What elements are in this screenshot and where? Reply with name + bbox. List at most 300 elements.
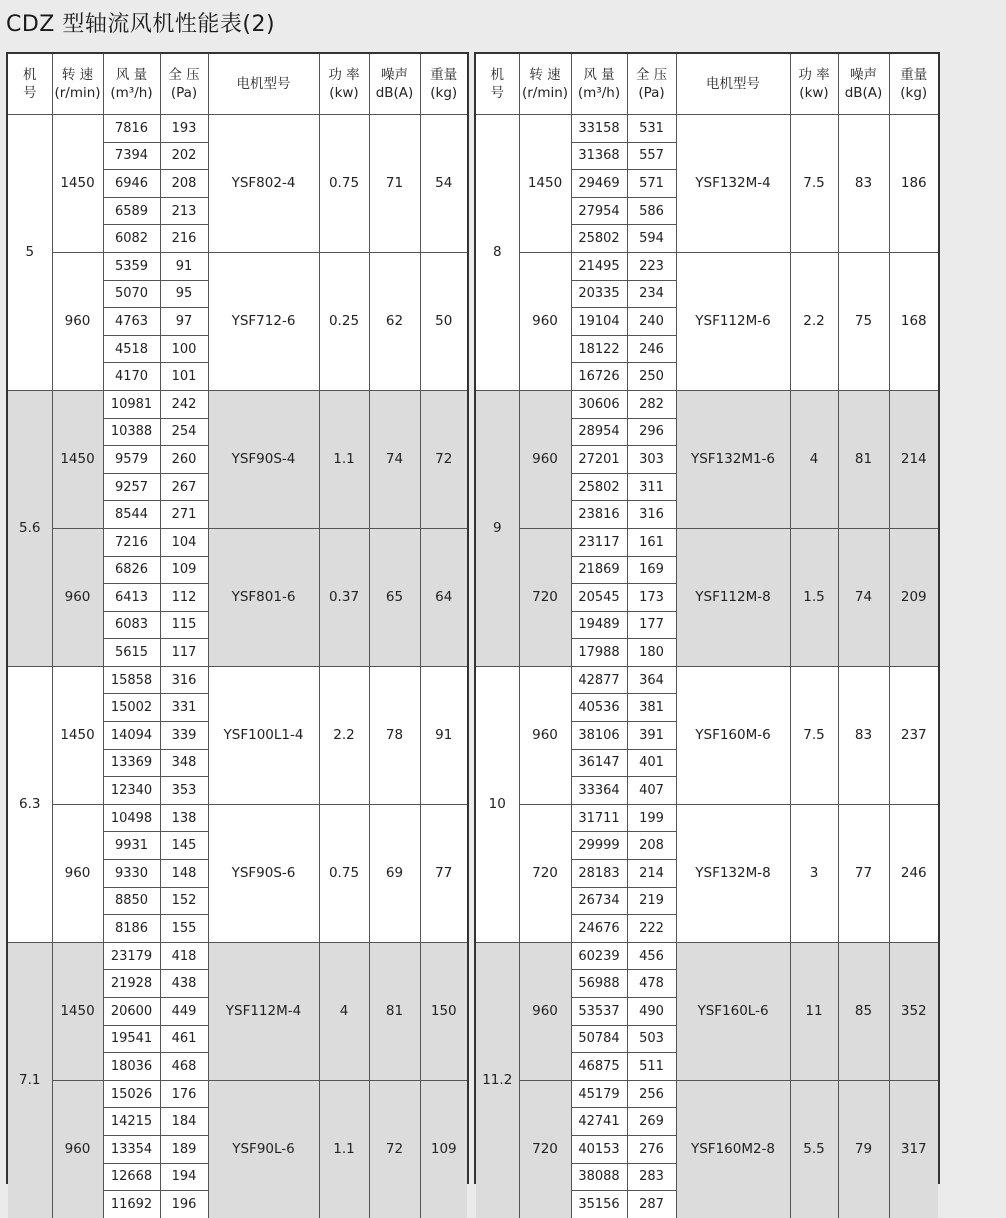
airflow-cell: 6826 [103,556,160,584]
header-no-line: 号 [23,85,37,101]
pressure-cell: 115 [160,611,208,639]
airflow-cell: 60239 [571,942,627,970]
performance-table-left [6,52,469,1212]
table-row [476,252,938,280]
pressure-cell: 216 [160,225,208,253]
airflow-cell: 29999 [571,832,627,860]
airflow-cell: 23117 [571,528,627,556]
power-cell: 4 [790,390,838,528]
airflow-cell: 31711 [571,804,627,832]
noise-cell: 65 [369,528,420,666]
airflow-cell: 33364 [571,777,627,805]
speed-cell: 1450 [519,115,571,253]
power-cell: 1.5 [790,528,838,666]
power-cell: 5.5 [790,1080,838,1217]
airflow-cell: 23179 [103,942,160,970]
power-cell: 2.2 [790,252,838,390]
weight-cell: 317 [889,1080,938,1217]
header-noise [838,54,889,115]
header-noise-line: dB(A) [375,85,414,101]
noise-cell: 75 [838,252,889,390]
noise-cell: 77 [838,804,889,942]
table-row [8,942,467,970]
header-noise [369,54,420,115]
pressure-cell: 407 [627,777,676,805]
airflow-cell: 38106 [571,722,627,750]
pressure-cell: 296 [627,418,676,446]
airflow-cell: 9257 [103,473,160,501]
header-motor [208,54,319,115]
header-weight-line: (kg) [430,85,458,101]
speed-cell: 1450 [52,942,103,1080]
header-flow-line: 风 量 [583,67,615,83]
pressure-cell: 176 [160,1080,208,1108]
airflow-cell: 10981 [103,390,160,418]
table-row [476,390,938,418]
pressure-cell: 234 [627,280,676,308]
pressure-cell: 246 [627,335,676,363]
header-power [790,54,838,115]
speed-cell: 720 [519,804,571,942]
pressure-cell: 256 [627,1080,676,1108]
noise-cell: 81 [838,390,889,528]
table-row [476,666,938,694]
pressure-cell: 276 [627,1135,676,1163]
noise-cell: 74 [838,528,889,666]
pressure-cell: 100 [160,335,208,363]
pressure-cell: 97 [160,308,208,336]
table-row [8,1080,467,1108]
motor-model-cell: YSF802-4 [208,115,319,253]
motor-model-cell: YSF160M-6 [676,666,790,804]
airflow-cell: 27954 [571,197,627,225]
speed-cell: 960 [52,804,103,942]
header-noise-line: 噪声 [850,67,877,83]
airflow-cell: 28954 [571,418,627,446]
noise-cell: 83 [838,115,889,253]
header-pressure-line: (Pa) [170,85,198,101]
pressure-cell: 401 [627,749,676,777]
pressure-cell: 117 [160,639,208,667]
airflow-cell: 10498 [103,804,160,832]
table-row [8,390,467,418]
pressure-cell: 478 [627,970,676,998]
airflow-cell: 30606 [571,390,627,418]
header-weight-line: 重量 [430,67,458,83]
pressure-cell: 138 [160,804,208,832]
pressure-cell: 456 [627,942,676,970]
header-weight-line: 重量 [900,67,928,83]
noise-cell: 62 [369,252,420,390]
airflow-cell: 42741 [571,1108,627,1136]
header-speed-line: 转 速 [61,67,94,83]
noise-cell: 81 [369,942,420,1080]
power-cell: 4 [319,942,369,1080]
airflow-cell: 13354 [103,1135,160,1163]
pressure-cell: 196 [160,1191,208,1218]
airflow-cell: 40536 [571,694,627,722]
table-row [476,115,938,143]
airflow-cell: 15002 [103,694,160,722]
pressure-cell: 571 [627,170,676,198]
motor-model-cell: YSF712-6 [208,252,319,390]
airflow-cell: 46875 [571,1053,627,1081]
noise-cell: 79 [838,1080,889,1217]
header-pressure-line: (Pa) [638,85,665,101]
pressure-cell: 283 [627,1163,676,1191]
airflow-cell: 33158 [571,115,627,143]
speed-cell: 960 [52,252,103,390]
airflow-cell: 14215 [103,1108,160,1136]
airflow-cell: 12340 [103,777,160,805]
machine-no-cell: 7.1 [8,942,52,1217]
airflow-cell: 21928 [103,970,160,998]
motor-model-cell: YSF112M-6 [676,252,790,390]
motor-model-cell: YSF90S-4 [208,390,319,528]
pressure-cell: 503 [627,1025,676,1053]
page-title: CDZ 型轴流风机性能表(2) [6,12,276,37]
airflow-cell: 19489 [571,611,627,639]
weight-cell: 109 [420,1080,467,1217]
airflow-cell: 21869 [571,556,627,584]
header-pressure-line: 全 压 [635,67,668,83]
pressure-cell: 418 [160,942,208,970]
header-no [476,54,519,115]
power-cell: 0.37 [319,528,369,666]
pressure-cell: 461 [160,1025,208,1053]
airflow-cell: 23816 [571,501,627,529]
airflow-cell: 11692 [103,1191,160,1218]
airflow-cell: 19541 [103,1025,160,1053]
header-motor [676,54,790,115]
pressure-cell: 173 [627,584,676,612]
header-power-line: 功 率 [798,67,830,83]
pressure-cell: 271 [160,501,208,529]
pressure-cell: 152 [160,887,208,915]
weight-cell: 54 [420,115,467,253]
pressure-cell: 531 [627,115,676,143]
motor-model-cell: YSF160M2-8 [676,1080,790,1217]
airflow-cell: 38088 [571,1163,627,1191]
pressure-cell: 242 [160,390,208,418]
table-row [476,804,938,832]
header-motor-line: 电机型号 [706,76,760,92]
speed-cell: 960 [519,666,571,804]
noise-cell: 72 [369,1080,420,1217]
header-speed [52,54,103,115]
weight-cell: 186 [889,115,938,253]
pressure-cell: 109 [160,556,208,584]
pressure-cell: 438 [160,970,208,998]
pressure-cell: 193 [160,115,208,143]
speed-cell: 960 [52,1080,103,1217]
airflow-cell: 40153 [571,1135,627,1163]
pressure-cell: 331 [160,694,208,722]
pressure-cell: 208 [160,170,208,198]
header-no [8,54,52,115]
table-row [476,942,938,970]
airflow-cell: 7394 [103,142,160,170]
header-pressure [627,54,676,115]
header-power-line: (kw) [799,85,829,101]
noise-cell: 83 [838,666,889,804]
power-cell: 7.5 [790,666,838,804]
motor-model-cell: YSF132M1-6 [676,390,790,528]
airflow-cell: 14094 [103,722,160,750]
pressure-cell: 222 [627,915,676,943]
speed-cell: 960 [519,252,571,390]
pressure-cell: 260 [160,446,208,474]
pressure-cell: 112 [160,584,208,612]
speed-cell: 1450 [52,666,103,804]
header-flow-line: (m³/h) [577,85,621,101]
airflow-cell: 6946 [103,170,160,198]
power-cell: 7.5 [790,115,838,253]
noise-cell: 85 [838,942,889,1080]
airflow-cell: 29469 [571,170,627,198]
weight-cell: 150 [420,942,467,1080]
speed-cell: 1450 [52,115,103,253]
pressure-cell: 223 [627,252,676,280]
pressure-cell: 490 [627,998,676,1026]
airflow-cell: 27201 [571,446,627,474]
airflow-cell: 4763 [103,308,160,336]
pressure-cell: 101 [160,363,208,391]
speed-cell: 720 [519,528,571,666]
airflow-cell: 50784 [571,1025,627,1053]
speed-cell: 720 [519,1080,571,1217]
header-noise-line: dB(A) [844,85,883,101]
airflow-cell: 6083 [103,611,160,639]
pressure-cell: 189 [160,1135,208,1163]
pressure-cell: 449 [160,998,208,1026]
header-motor-line: 电机型号 [236,76,291,92]
speed-cell: 960 [519,390,571,528]
pressure-cell: 202 [160,142,208,170]
airflow-cell: 25802 [571,473,627,501]
airflow-cell: 36147 [571,749,627,777]
airflow-cell: 20600 [103,998,160,1026]
airflow-cell: 18122 [571,335,627,363]
airflow-cell: 8544 [103,501,160,529]
airflow-cell: 42877 [571,666,627,694]
pressure-cell: 468 [160,1053,208,1081]
machine-no-cell: 9 [476,390,519,666]
table-row [8,666,467,694]
airflow-cell: 25802 [571,225,627,253]
motor-model-cell: YSF160L-6 [676,942,790,1080]
weight-cell: 237 [889,666,938,804]
pressure-cell: 303 [627,446,676,474]
pressure-cell: 214 [627,860,676,888]
airflow-cell: 10388 [103,418,160,446]
machine-no-cell: 8 [476,115,519,391]
pressure-cell: 208 [627,832,676,860]
pressure-cell: 339 [160,722,208,750]
pressure-cell: 104 [160,528,208,556]
pressure-cell: 353 [160,777,208,805]
noise-cell: 71 [369,115,420,253]
noise-cell: 78 [369,666,420,804]
pressure-cell: 316 [160,666,208,694]
pressure-cell: 184 [160,1108,208,1136]
weight-cell: 246 [889,804,938,942]
weight-cell: 168 [889,252,938,390]
airflow-cell: 19104 [571,308,627,336]
pressure-cell: 148 [160,860,208,888]
airflow-cell: 26734 [571,887,627,915]
machine-no-cell: 5.6 [8,390,52,666]
header-pressure-line: 全 压 [168,67,200,83]
header-speed-line: (r/min) [521,85,569,101]
machine-no-cell: 6.3 [8,666,52,942]
header-no-line: 号 [490,85,504,101]
pressure-cell: 199 [627,804,676,832]
table-row [476,1080,938,1108]
motor-model-cell: YSF132M-4 [676,115,790,253]
pressure-cell: 219 [627,887,676,915]
pressure-cell: 267 [160,473,208,501]
airflow-cell: 18036 [103,1053,160,1081]
power-cell: 0.75 [319,115,369,253]
airflow-cell: 8850 [103,887,160,915]
motor-model-cell: YSF801-6 [208,528,319,666]
airflow-cell: 5070 [103,280,160,308]
speed-cell: 960 [519,942,571,1080]
motor-model-cell: YSF100L1-4 [208,666,319,804]
airflow-cell: 28183 [571,860,627,888]
pressure-cell: 155 [160,915,208,943]
airflow-cell: 4518 [103,335,160,363]
speed-cell: 960 [52,528,103,666]
airflow-cell: 6082 [103,225,160,253]
airflow-cell: 20335 [571,280,627,308]
pressure-cell: 240 [627,308,676,336]
weight-cell: 64 [420,528,467,666]
motor-model-cell: YSF112M-4 [208,942,319,1080]
airflow-cell: 56988 [571,970,627,998]
weight-cell: 214 [889,390,938,528]
header-power-line: 功 率 [328,67,360,83]
pressure-cell: 594 [627,225,676,253]
pressure-cell: 348 [160,749,208,777]
pressure-cell: 364 [627,666,676,694]
airflow-cell: 31368 [571,142,627,170]
motor-model-cell: YSF132M-8 [676,804,790,942]
motor-model-cell: YSF112M-8 [676,528,790,666]
header-speed-line: 转 速 [529,67,561,83]
airflow-cell: 35156 [571,1191,627,1218]
pressure-cell: 311 [627,473,676,501]
pressure-cell: 161 [627,528,676,556]
airflow-cell: 45179 [571,1080,627,1108]
machine-no-cell: 5 [8,115,52,391]
header-flow-line: (m³/h) [110,85,153,101]
header-power-line: (kw) [329,85,359,101]
pressure-cell: 250 [627,363,676,391]
table-row [8,804,467,832]
noise-cell: 69 [369,804,420,942]
airflow-cell: 12668 [103,1163,160,1191]
weight-cell: 352 [889,942,938,1080]
header-weight-line: (kg) [900,85,928,101]
airflow-cell: 15858 [103,666,160,694]
pressure-cell: 91 [160,252,208,280]
speed-cell: 1450 [52,390,103,528]
airflow-cell: 16726 [571,363,627,391]
airflow-cell: 7216 [103,528,160,556]
airflow-cell: 7816 [103,115,160,143]
header-no-line: 机 [490,67,504,83]
airflow-cell: 8186 [103,915,160,943]
pressure-cell: 254 [160,418,208,446]
pressure-cell: 586 [627,197,676,225]
header-no-line: 机 [23,67,37,83]
header-row [476,54,938,115]
power-cell: 1.1 [319,390,369,528]
airflow-cell: 9931 [103,832,160,860]
header-flow [571,54,627,115]
airflow-cell: 53537 [571,998,627,1026]
pressure-cell: 381 [627,694,676,722]
airflow-cell: 17988 [571,639,627,667]
weight-cell: 209 [889,528,938,666]
airflow-cell: 15026 [103,1080,160,1108]
power-cell: 2.2 [319,666,369,804]
weight-cell: 50 [420,252,467,390]
header-weight [420,54,467,115]
header-power [319,54,369,115]
header-speed [519,54,571,115]
power-cell: 3 [790,804,838,942]
power-cell: 0.75 [319,804,369,942]
motor-model-cell: YSF90L-6 [208,1080,319,1217]
pressure-cell: 180 [627,639,676,667]
airflow-cell: 13369 [103,749,160,777]
airflow-cell: 4170 [103,363,160,391]
pressure-cell: 316 [627,501,676,529]
pressure-cell: 282 [627,390,676,418]
motor-model-cell: YSF90S-6 [208,804,319,942]
airflow-cell: 24676 [571,915,627,943]
airflow-cell: 5359 [103,252,160,280]
table-row [8,252,467,280]
power-cell: 1.1 [319,1080,369,1217]
pressure-cell: 557 [627,142,676,170]
pressure-cell: 269 [627,1108,676,1136]
header-speed-line: (r/min) [54,85,101,101]
header-flow [103,54,160,115]
pressure-cell: 511 [627,1053,676,1081]
header-weight [889,54,938,115]
header-row [8,54,467,115]
header-flow-line: 风 量 [115,67,148,83]
airflow-cell: 9579 [103,446,160,474]
power-cell: 11 [790,942,838,1080]
pressure-cell: 287 [627,1191,676,1218]
airflow-cell: 6589 [103,197,160,225]
airflow-cell: 20545 [571,584,627,612]
table-row [8,115,467,143]
header-noise-line: 噪声 [381,67,408,83]
pressure-cell: 145 [160,832,208,860]
performance-table-right [474,52,940,1212]
pressure-cell: 391 [627,722,676,750]
pressure-cell: 169 [627,556,676,584]
pressure-cell: 177 [627,611,676,639]
power-cell: 0.25 [319,252,369,390]
machine-no-cell: 11.2 [476,942,519,1217]
